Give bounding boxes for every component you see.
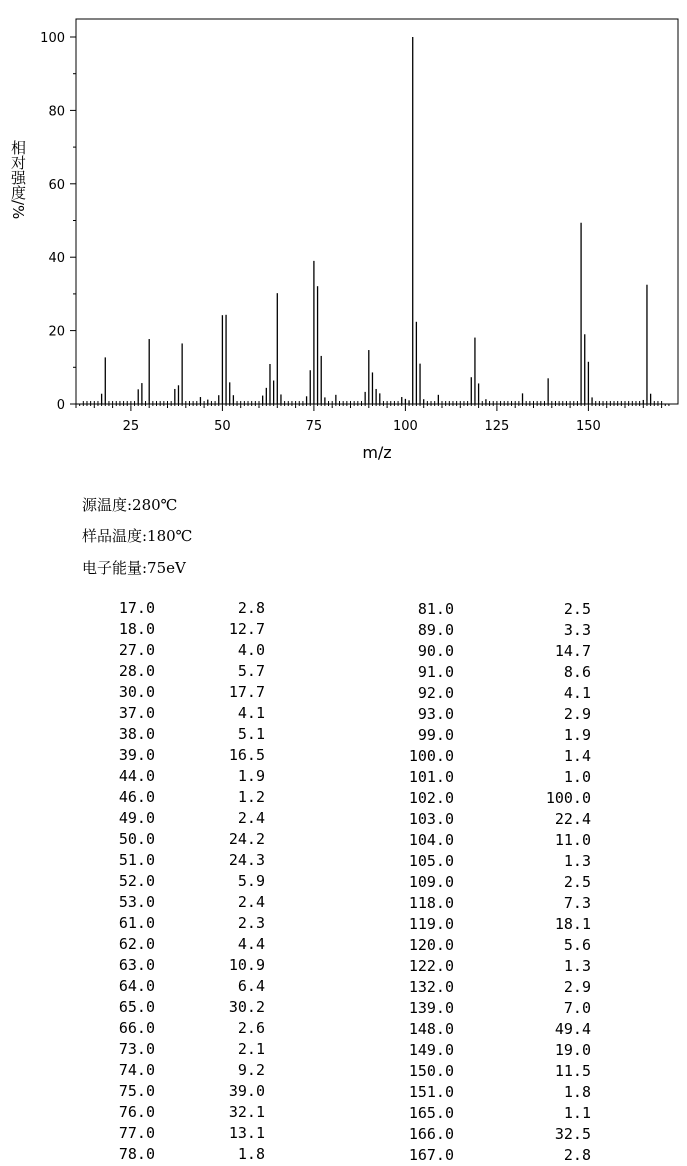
intensity-value: 2.8 bbox=[237, 599, 265, 617]
mz-value: 91.0 bbox=[417, 663, 454, 681]
table-row bbox=[400, 1019, 591, 1040]
source-temperature: 源温度:280℃ bbox=[82, 496, 178, 514]
y-tick-label: 60 bbox=[48, 177, 65, 193]
mz-value: 64.0 bbox=[118, 977, 155, 995]
table-row bbox=[110, 703, 265, 724]
mz-value: 30.0 bbox=[118, 683, 155, 701]
plot-frame bbox=[76, 19, 678, 404]
intensity-value: 7.3 bbox=[563, 894, 591, 912]
mz-value: 101.0 bbox=[408, 768, 454, 786]
intensity-value: 7.0 bbox=[563, 999, 591, 1017]
table-row bbox=[400, 767, 591, 788]
x-axis-label: m/z bbox=[362, 443, 392, 462]
mz-value: 100.0 bbox=[408, 747, 454, 765]
table-row bbox=[400, 725, 591, 746]
x-tick-label: 125 bbox=[484, 419, 510, 434]
mz-value: 151.0 bbox=[408, 1083, 454, 1101]
table-row bbox=[110, 640, 265, 661]
intensity-value: 1.3 bbox=[563, 852, 591, 870]
mz-value: 148.0 bbox=[408, 1020, 454, 1038]
mz-value: 165.0 bbox=[408, 1104, 454, 1122]
intensity-value: 8.6 bbox=[563, 663, 591, 681]
table-row bbox=[110, 724, 265, 745]
table-row bbox=[400, 620, 591, 641]
x-tick-label: 75 bbox=[305, 419, 323, 434]
intensity-value: 4.4 bbox=[237, 935, 265, 953]
mz-value: 50.0 bbox=[118, 830, 155, 848]
mz-value: 65.0 bbox=[118, 998, 155, 1016]
table-row bbox=[110, 1081, 265, 1102]
intensity-value: 11.0 bbox=[554, 831, 591, 849]
peak-bars bbox=[102, 37, 651, 404]
table-row bbox=[110, 955, 265, 976]
mz-value: 49.0 bbox=[118, 809, 155, 827]
mz-value: 105.0 bbox=[408, 852, 454, 870]
intensity-value: 13.1 bbox=[228, 1124, 265, 1142]
table-row bbox=[400, 662, 591, 683]
intensity-value: 2.4 bbox=[237, 893, 265, 911]
mz-value: 89.0 bbox=[417, 621, 454, 639]
intensity-value: 4.1 bbox=[237, 704, 265, 722]
mz-value: 62.0 bbox=[118, 935, 155, 953]
x-tick-label: 50 bbox=[214, 419, 231, 434]
mz-value: 27.0 bbox=[118, 641, 155, 659]
mz-value: 132.0 bbox=[408, 978, 454, 996]
mz-value: 103.0 bbox=[408, 810, 454, 828]
table-row bbox=[110, 976, 265, 997]
table-row bbox=[400, 1145, 591, 1166]
intensity-value: 2.6 bbox=[237, 1019, 265, 1037]
table-row bbox=[400, 704, 591, 725]
y-tick-label: 40 bbox=[48, 251, 65, 267]
intensity-value: 2.5 bbox=[563, 873, 591, 891]
mz-value: 167.0 bbox=[408, 1146, 454, 1164]
table-row bbox=[110, 997, 265, 1018]
mz-value: 104.0 bbox=[408, 831, 454, 849]
electron-energy: 电子能量:75eV bbox=[82, 559, 186, 577]
plot-border bbox=[76, 19, 678, 404]
mz-value: 139.0 bbox=[408, 999, 454, 1017]
intensity-value: 14.7 bbox=[554, 642, 591, 660]
intensity-value: 22.4 bbox=[554, 810, 591, 828]
mz-value: 28.0 bbox=[118, 662, 155, 680]
mz-value: 37.0 bbox=[118, 704, 155, 722]
intensity-value: 17.7 bbox=[228, 683, 265, 701]
intensity-value: 32.5 bbox=[554, 1125, 591, 1143]
table-row bbox=[400, 977, 591, 998]
mz-value: 93.0 bbox=[417, 705, 454, 723]
intensity-value: 5.6 bbox=[563, 936, 591, 954]
mz-value: 77.0 bbox=[118, 1124, 155, 1142]
table-row bbox=[110, 1018, 265, 1039]
mz-value: 63.0 bbox=[118, 956, 155, 974]
mz-value: 90.0 bbox=[417, 642, 454, 660]
mz-value: 149.0 bbox=[408, 1041, 454, 1059]
table-row bbox=[110, 829, 265, 850]
mz-value: 46.0 bbox=[118, 788, 155, 806]
y-tick-label: 80 bbox=[48, 104, 65, 120]
table-row bbox=[400, 893, 591, 914]
mz-value: 52.0 bbox=[118, 872, 155, 890]
intensity-value: 2.4 bbox=[237, 809, 265, 827]
table-row bbox=[400, 746, 591, 767]
mz-value: 74.0 bbox=[118, 1061, 155, 1079]
table-row bbox=[110, 1039, 265, 1060]
table-row bbox=[110, 934, 265, 955]
table-row bbox=[400, 809, 591, 830]
y-tick-label: 20 bbox=[48, 324, 65, 340]
table-row bbox=[110, 661, 265, 682]
mz-value: 99.0 bbox=[417, 726, 454, 744]
intensity-value: 2.5 bbox=[563, 600, 591, 618]
intensity-value: 12.7 bbox=[228, 620, 265, 638]
intensity-value: 2.3 bbox=[237, 914, 265, 932]
table-row bbox=[110, 1123, 265, 1144]
table-row bbox=[110, 892, 265, 913]
intensity-value: 1.8 bbox=[563, 1083, 591, 1101]
intensity-value: 49.4 bbox=[554, 1020, 591, 1038]
intensity-value: 1.9 bbox=[563, 726, 591, 744]
table-row bbox=[110, 598, 265, 619]
y-tick-label: 100 bbox=[40, 31, 65, 46]
peak-table-left bbox=[110, 598, 265, 1165]
intensity-value: 30.2 bbox=[228, 998, 265, 1016]
mz-value: 166.0 bbox=[408, 1125, 454, 1143]
table-row bbox=[400, 935, 591, 956]
table-row bbox=[110, 766, 265, 787]
mz-value: 76.0 bbox=[118, 1103, 155, 1121]
intensity-value: 1.1 bbox=[563, 1104, 591, 1122]
table-row bbox=[400, 683, 591, 704]
table-row bbox=[400, 914, 591, 935]
mz-value: 18.0 bbox=[118, 620, 155, 638]
intensity-value: 32.1 bbox=[228, 1103, 265, 1121]
intensity-value: 24.2 bbox=[228, 830, 265, 848]
mz-value: 75.0 bbox=[118, 1082, 155, 1100]
table-row bbox=[110, 745, 265, 766]
mz-value: 78.0 bbox=[118, 1145, 155, 1163]
mz-value: 39.0 bbox=[118, 746, 155, 764]
x-tick-label: 150 bbox=[575, 419, 601, 434]
x-tick-label: 25 bbox=[122, 419, 140, 434]
y-tick-label: 0 bbox=[56, 398, 65, 413]
intensity-value: 10.9 bbox=[228, 956, 265, 974]
mz-value: 102.0 bbox=[408, 789, 454, 807]
table-row bbox=[400, 1040, 591, 1061]
table-row bbox=[400, 1103, 591, 1124]
table-row bbox=[400, 599, 591, 620]
intensity-value: 5.7 bbox=[237, 662, 265, 680]
x-axis-ticks bbox=[76, 404, 669, 434]
table-row bbox=[400, 1124, 591, 1145]
intensity-value: 5.1 bbox=[237, 725, 265, 743]
intensity-value: 24.3 bbox=[228, 851, 265, 869]
intensity-value: 1.0 bbox=[563, 768, 591, 786]
table-row bbox=[400, 956, 591, 977]
mz-value: 44.0 bbox=[118, 767, 155, 785]
y-axis-label: 相对强度/% bbox=[9, 140, 27, 220]
table-row bbox=[400, 1082, 591, 1103]
intensity-value: 2.9 bbox=[563, 705, 591, 723]
intensity-value: 11.5 bbox=[554, 1062, 591, 1080]
table-row bbox=[400, 872, 591, 893]
table-row bbox=[110, 808, 265, 829]
intensity-value: 100.0 bbox=[545, 789, 591, 807]
intensity-value: 1.9 bbox=[237, 767, 265, 785]
intensity-value: 19.0 bbox=[554, 1041, 591, 1059]
intensity-value: 16.5 bbox=[228, 746, 265, 764]
intensity-value: 1.3 bbox=[563, 957, 591, 975]
mz-value: 92.0 bbox=[417, 684, 454, 702]
intensity-value: 1.4 bbox=[563, 747, 591, 765]
intensity-value: 9.2 bbox=[237, 1061, 265, 1079]
mz-value: 109.0 bbox=[408, 873, 454, 891]
mz-value: 81.0 bbox=[417, 600, 454, 618]
table-row bbox=[110, 1144, 265, 1165]
table-row bbox=[110, 682, 265, 703]
mz-value: 51.0 bbox=[118, 851, 155, 869]
table-row bbox=[110, 1102, 265, 1123]
intensity-value: 18.1 bbox=[554, 915, 591, 933]
intensity-value: 4.1 bbox=[563, 684, 591, 702]
mass-spectrum-chart bbox=[0, 0, 687, 470]
mz-value: 17.0 bbox=[118, 599, 155, 617]
intensity-value: 1.2 bbox=[237, 788, 265, 806]
mz-value: 53.0 bbox=[118, 893, 155, 911]
mz-value: 118.0 bbox=[408, 894, 454, 912]
intensity-value: 39.0 bbox=[228, 1082, 265, 1100]
intensity-value: 4.0 bbox=[237, 641, 265, 659]
mz-value: 122.0 bbox=[408, 957, 454, 975]
intensity-value: 5.9 bbox=[237, 872, 265, 890]
table-row bbox=[110, 1060, 265, 1081]
y-axis-ticks bbox=[40, 31, 76, 413]
intensity-value: 3.3 bbox=[563, 621, 591, 639]
table-row bbox=[400, 788, 591, 809]
table-row bbox=[110, 850, 265, 871]
intensity-value: 2.8 bbox=[563, 1146, 591, 1164]
table-row bbox=[400, 851, 591, 872]
table-row bbox=[110, 871, 265, 892]
mz-value: 66.0 bbox=[118, 1019, 155, 1037]
mz-value: 73.0 bbox=[118, 1040, 155, 1058]
table-row bbox=[400, 641, 591, 662]
table-row bbox=[400, 998, 591, 1019]
mz-value: 61.0 bbox=[118, 914, 155, 932]
mz-value: 119.0 bbox=[408, 915, 454, 933]
intensity-value: 2.1 bbox=[237, 1040, 265, 1058]
table-row bbox=[110, 913, 265, 934]
table-row bbox=[400, 1061, 591, 1082]
sample-temperature: 样品温度:180℃ bbox=[82, 527, 193, 545]
x-tick-label: 100 bbox=[392, 419, 418, 434]
mz-value: 38.0 bbox=[118, 725, 155, 743]
peak-table-right bbox=[400, 599, 591, 1166]
intensity-value: 1.8 bbox=[237, 1145, 265, 1163]
mz-value: 120.0 bbox=[408, 936, 454, 954]
table-row bbox=[400, 830, 591, 851]
mz-value: 150.0 bbox=[408, 1062, 454, 1080]
table-row bbox=[110, 787, 265, 808]
intensity-value: 2.9 bbox=[563, 978, 591, 996]
intensity-value: 6.4 bbox=[237, 977, 265, 995]
table-row bbox=[110, 619, 265, 640]
